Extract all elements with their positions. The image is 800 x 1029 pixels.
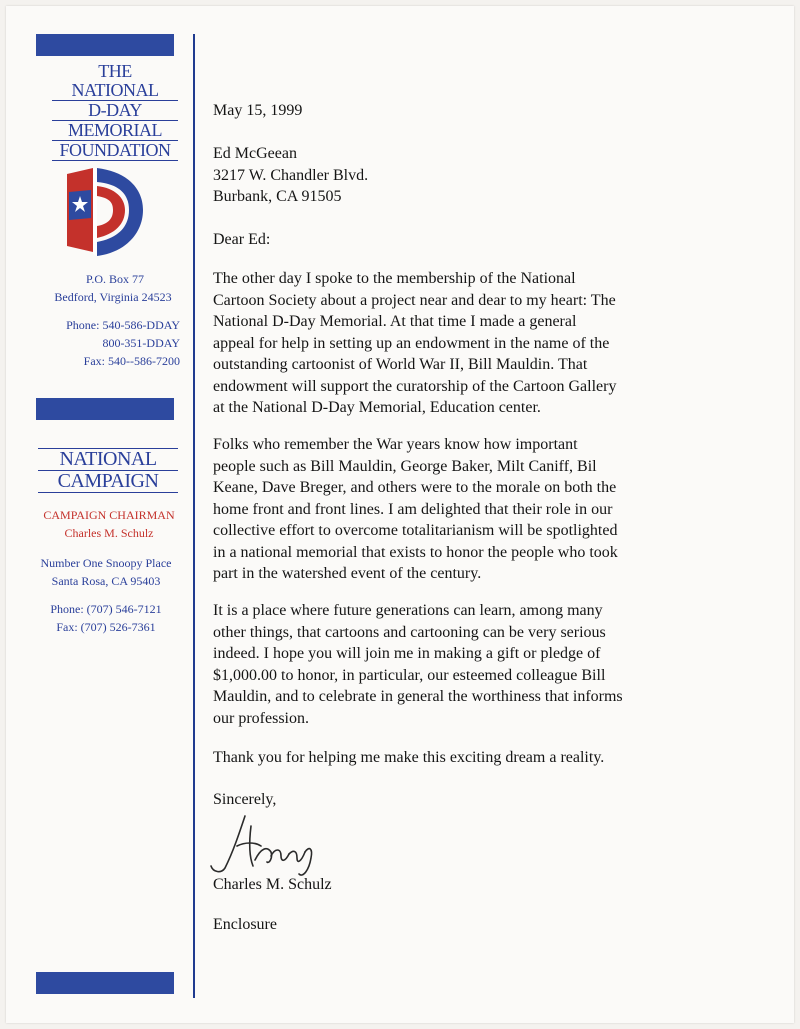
campaign-line: NATIONAL [38,448,178,471]
city-line: Bedford, Virginia 24523 [54,290,172,304]
campaign-title [38,448,178,493]
handwritten-signature [205,812,325,882]
paragraph-3 [213,600,683,729]
paragraph-line: indeed. I hope you will join me in making a gift or pledge of [213,645,601,662]
paragraph-line: people such as Bill Mauldin, George Baker, Milt Caniff, Bil [213,457,597,475]
chairman-title: CAMPAIGN CHAIRMAN [43,508,175,522]
closing: Sincerely, [213,791,277,808]
signer-name: Charles M. Schulz [213,876,332,893]
paragraph-line: at the National D-Day Memorial, Education center. [213,399,541,416]
paragraph-line: Mauldin, and to celebrate in general the worthiness that informs [213,688,623,705]
recipient-city: Burbank, CA 91505 [213,188,342,205]
org-line: FOUNDATION [52,141,178,161]
chairman-name: Charles M. Schulz [64,526,154,540]
phone-line: Phone: (707) 546-7121 [50,602,162,616]
paragraph-line: our profession. [213,709,309,727]
paragraph-line: in a national memorial that exists to honor the people who took [213,543,618,561]
vertical-divider [193,34,195,998]
paragraph-line: The other day I spoke to the membership of the National [213,270,576,287]
chairman-block [34,506,184,542]
salutation: Dear Ed: [213,231,271,248]
recipient-street: 3217 W. Chandler Blvd. [213,166,369,184]
paragraph-line: Folks who remember the War years know how important [213,436,578,453]
foundation-title [52,62,178,161]
middle-bar [36,398,174,420]
recipient-name: Ed McGeean [213,145,297,162]
org-line: NATIONAL [52,81,178,101]
paragraph-line: It is a place where future generations can learn, among many [213,602,603,619]
org-line: MEMORIAL [52,121,178,141]
paragraph-4: Thank you for helping me make this exciting dream a reality. [213,749,605,766]
paragraph-line: appeal for help in setting up an endowment in the name of the [213,334,610,352]
paragraph-line: home front and front lines. I am delighted that their role in our [213,500,613,518]
paragraph-line: National D-Day Memorial. At that time I made a general [213,313,577,330]
phone-line: 800-351-DDAY [102,336,180,350]
fax-line: Fax: (707) 526-7361 [56,620,156,634]
campaign-address [26,554,186,636]
paragraph-line: Cartoon Society about a project near and dear to my heart: The [213,291,616,309]
paragraph-line: part in the watershed event of the century. [213,565,482,582]
paragraph-line: outstanding cartoonist of World War II, Bill Mauldin. That [213,356,588,373]
po-box: P.O. Box 77 [85,272,144,286]
top-bar [36,34,174,56]
paragraph-1 [213,268,683,419]
org-line: THE [98,61,132,81]
enclosure-note: Enclosure [213,916,277,933]
recipient-address [213,143,683,208]
campaign-line: CAMPAIGN [38,471,178,493]
paragraph-line: endowment will support the curatorship of the Cartoon Gallery [213,377,617,395]
address-line: Number One Snoopy Place [40,556,172,570]
org-line: D-DAY [52,101,178,121]
address-line: Santa Rosa, CA 95403 [51,574,161,588]
bottom-bar [36,972,174,994]
paragraph-line: collective effort to overcome totalitarianism will be spotlighted [213,522,618,539]
foundation-address [30,270,180,370]
paragraph-line: Keane, Dave Breger, and others were to the morale on both the [213,479,617,496]
d-day-flag-logo-icon [63,166,145,258]
letter-date: May 15, 1999 [213,102,303,119]
fax-line: Fax: 540--586-7200 [83,354,180,368]
paragraph-2 [213,434,683,585]
phone-line: Phone: 540-586-DDAY [66,318,180,332]
paragraph-line: other things, that cartoons and cartooning can be very serious [213,623,606,641]
paragraph-line: $1,000.00 to honor, in particular, our esteemed colleague Bill [213,666,606,684]
